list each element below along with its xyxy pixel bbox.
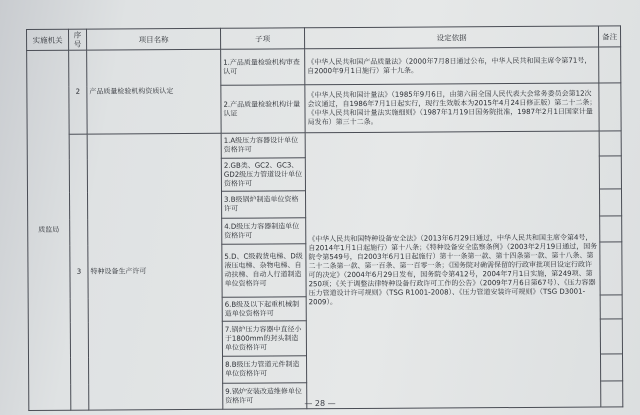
subitem-cell: 5.D、C级载货电梯、D级液压电梯、杂物电梯、自动扶梯、自动人行道制造单位资格许可 xyxy=(222,244,306,298)
seq-cell: 2 xyxy=(69,50,88,134)
header-item: 项目名称 xyxy=(87,28,221,50)
remark-cell xyxy=(600,319,622,354)
header-agency: 实施机关 xyxy=(27,29,69,50)
seq-cell: 3 xyxy=(69,134,89,410)
remark-cell xyxy=(599,189,621,216)
subitem-cell: 2.产品质量检验机构计量认证 xyxy=(221,85,305,134)
approval-items-table xyxy=(26,25,623,411)
header-basis: 设定依据 xyxy=(304,26,598,49)
basis-cell: 《中华人民共和国产品质量法》（2000年7月8日通过公布，中华人民共和国主席令第71号，自2000年9月1日施行）第十九条。 xyxy=(305,47,599,85)
agency-cell: 质监局 xyxy=(27,50,71,410)
item-name-cell: 特种设备生产许可 xyxy=(87,133,223,410)
header-subitem: 子项 xyxy=(220,28,304,50)
subitem-cell: 1.产品质量检验机构审查认可 xyxy=(221,49,305,86)
subitem-cell: 4.D级压力容器制造单位资格许可 xyxy=(222,218,306,245)
subitem-cell: 7.锅炉压力容器中直径小于1800mm的封头制造单位资格许可 xyxy=(222,321,306,357)
basis-cell: 《中华人民共和国特种设备安全法》（2013年6月29日通过，中华人民共和国主席令第4号，自2014年1月1日起施行）第十八条；《特种设备安全监察条例》（2003年2月19日通过，国务院令第549号，自2003年6月1日起施行）第十一条第一款、第十四条第一款、第十八条、第二十二条第一款、第一百条、第一百零一条；《国务院对确需保留的行政审批项目设定行政许可的决定》（2004年6月29日发布，国务院令第412号，2004年7月1日实施，第249项、第250项；《关于调整法律特种设备行政许可工作的公告》（2009年7月6日第67号）、《压力容器压力管道设计许可规则》（TSG R1001-2008）、《压力管道安装许可规则》（TSG D3001-2009）。 xyxy=(305,131,601,409)
subitem-cell: 8.B级压力管道元件制造单位资格许可 xyxy=(223,356,307,384)
remark-cell xyxy=(600,242,622,295)
subitem-cell: 1.A级压力容器设计单位资格许可 xyxy=(221,133,305,159)
remark-cell xyxy=(599,47,621,83)
subitem-cell: 9.锅炉安装改造维修单位资格许可 xyxy=(223,383,307,410)
subitem-cell: 6.B级及以下起重机械制造单位资格许可 xyxy=(222,297,306,322)
remark-cell xyxy=(599,83,621,131)
header-seq: 序号 xyxy=(69,29,87,50)
page-number: — 28 — xyxy=(304,399,336,408)
header-remark: 备注 xyxy=(598,26,620,47)
subitem-cell: 2.GB类、GC2、GC3、GD2级压力管道设计单位资格许可 xyxy=(221,158,305,192)
subitem-cell: 3.B级锅炉制造单位资格许可 xyxy=(221,191,305,219)
item-name-cell: 产品质量检验机构资质认定 xyxy=(87,49,222,134)
remark-cell xyxy=(600,216,622,242)
basis-cell: 《中华人民共和国计量法》（1985年9月6日，由第六届全国人民代表大会常务委员会第12次会议通过，自1986年7月1日起实行，现行生效版本为2015年4月24日修正版）第二十二条；《中华人民共和国计量法实施细则》（1987年1月19日国务院批准，1987年2月1日国家计量局发布）第三十二条。 xyxy=(305,83,599,133)
remark-cell xyxy=(600,354,622,381)
remark-cell xyxy=(599,131,621,156)
table-row xyxy=(27,131,621,160)
remark-cell xyxy=(599,156,621,189)
table-row xyxy=(27,47,621,87)
remark-cell xyxy=(600,295,622,319)
